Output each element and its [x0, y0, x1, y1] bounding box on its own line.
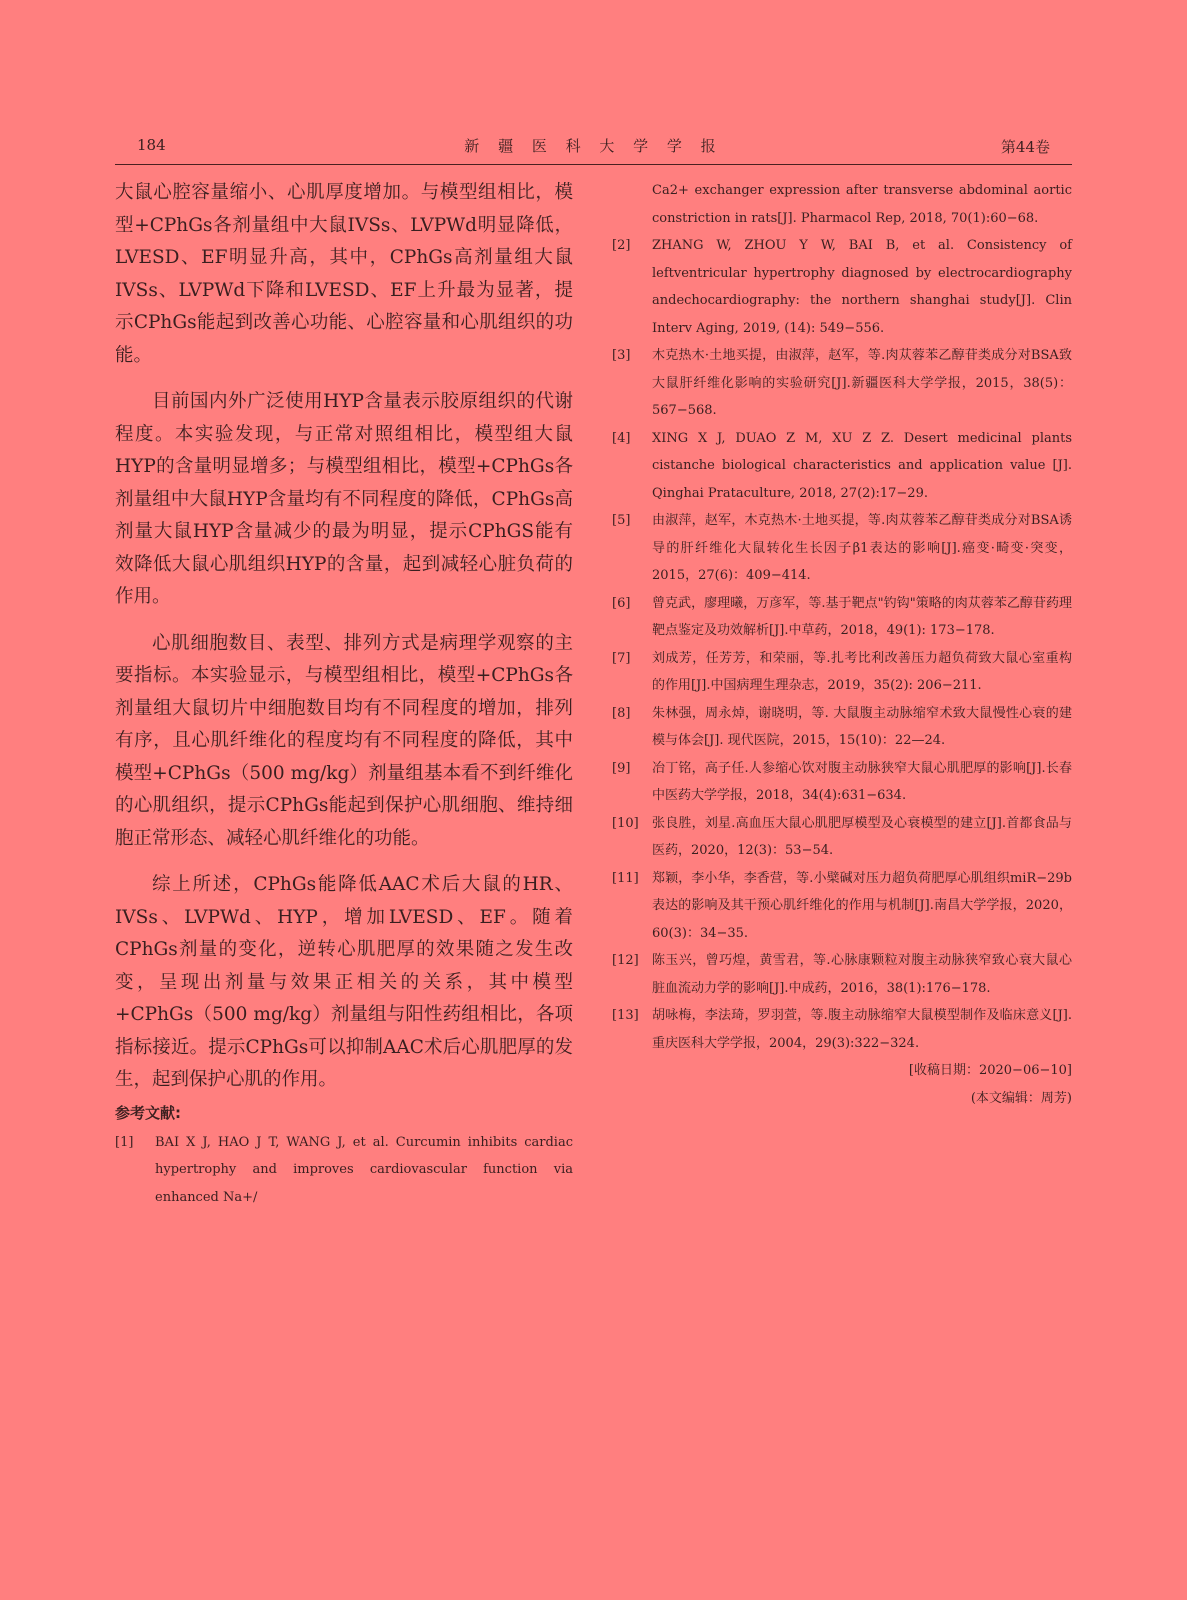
reference-continuation: Ca2+ exchanger expression after transverse abdominal aortic constriction in rats[J]. Pharmacol Rep, 2018, 70(1):60−68.: [652, 183, 1072, 226]
reference-item: [612, 947, 1072, 1002]
reference-number: [10]: [612, 815, 639, 831]
left-column: [115, 177, 573, 1211]
reference-text: BAI X J, HAO J T, WANG J, et al. Curcumin inhibits cardiac hypertrophy and improves cardiovascular function via enhanced Na+/: [155, 1134, 573, 1205]
reference-item: [612, 810, 1072, 865]
reference-text: 张良胜，刘星.高血压大鼠心肌肥厚模型及心衰模型的建立[J].首都食品与医药，2020，12(3)：53−54.: [652, 815, 1072, 858]
right-column: [612, 177, 1072, 1112]
reference-number: [11]: [612, 870, 639, 886]
reference-text: 曾克武，廖理曦，万彦军，等.基于靶点"钓钩"策略的肉苁蓉苯乙醇苷药理靶点鉴定及功效解析[J].中草药，2018，49(1): 173−178.: [652, 595, 1072, 638]
reference-text: 胡咏梅，李法琦，罗羽萱，等.腹主动脉缩窄大鼠模型制作及临床意义[J].重庆医科大学学报，2004，29(3):322−324.: [652, 1008, 1072, 1051]
received-date: [收稿日期：2020−06−10]: [908, 1063, 1072, 1078]
reference-text: 郑颖，李小华，李香营，等.小檗碱对压力超负荷肥厚心肌组织miR−29b表达的影响及其干预心肌纤维化的作用与机制[J].南昌大学学报，2020，60(3)：34−35.: [652, 870, 1072, 941]
reference-item: [612, 507, 1072, 590]
body-paragraph: 大鼠心腔容量缩小、心肌厚度增加。与模型组相比，模型+CPhGs各剂量组中大鼠IVSs、LVPWd明显降低，LVESD、EF明显升高，其中，CPhGs高剂量组大鼠IVSs、LVPWd下降和LVESD、EF上升最为显著，提示CPhGs能起到改善心功能、心腔容量和心肌组织的功能。: [115, 182, 573, 366]
running-header: [115, 130, 1072, 165]
reference-number: [6]: [612, 595, 631, 611]
volume-label: 第44卷: [1000, 138, 1050, 156]
reference-number: [1]: [115, 1134, 134, 1150]
reference-item: [612, 342, 1072, 425]
reference-item: [612, 700, 1072, 755]
references-title: 参考文献:: [115, 1103, 181, 1122]
reference-number: [13]: [612, 1008, 639, 1023]
reference-text: ZHANG W, ZHOU Y W, BAI B, et al. Consistency of leftventricular hypertrophy diagnosed by electrocardiography andechocardiography: the northern shanghai study[J]. Clin Interv Aging, 2019, (14): 549−556.: [652, 238, 1072, 336]
journal-name: 新 疆 医 科 大 学 学 报: [464, 137, 723, 155]
reference-number: [12]: [612, 953, 639, 968]
reference-number: [8]: [612, 705, 631, 721]
editor-note: (本文编辑：周芳): [970, 1090, 1072, 1106]
page-number: 184: [137, 136, 166, 154]
reference-item: [612, 755, 1072, 810]
reference-text: 冶丁铭，高子任.人参缩心饮对腹主动脉狭窄大鼠心肌肥厚的影响[J].长春中医药大学学报，2018，34(4):631−634.: [652, 760, 1072, 803]
body-paragraph: 综上所述，CPhGs能降低AAC术后大鼠的HR、IVSs、LVPWd、HYP，增加LVESD、EF。随着CPhGs剂量的变化，逆转心肌肥厚的效果随之发生改变，呈现出剂量与效果正相关的关系，其中模型+CPhGs（500 mg/kg）剂量组与阳性药组相比，各项指标接近。提示CPhGs可以抑制AAC术后心肌肥厚的发生，起到保护心肌的作用。: [115, 874, 573, 1090]
reference-item: [612, 590, 1072, 645]
reference-item: [612, 1002, 1072, 1057]
reference-text: 由淑萍，赵军，木克热木·土地买提，等.肉苁蓉苯乙醇苷类成分对BSA诱导的肝纤维化大鼠转化生长因子β1表达的影响[J].癌变·畸变·突变，2015，27(6)：409−414.: [652, 513, 1072, 583]
reference-number: [3]: [612, 348, 631, 363]
reference-item: [612, 425, 1072, 508]
reference-item: [612, 645, 1072, 700]
reference-item: [612, 232, 1072, 342]
reference-text: 陈玉兴，曾巧煌，黄雪君，等.心脉康颗粒对腹主动脉狭窄致心衰大鼠心脏血流动力学的影响[J].中成药，2016，38(1):176−178.: [652, 953, 1072, 996]
reference-number: [9]: [612, 760, 631, 776]
reference-text: 朱林强，周永焯，谢晓明，等. 大鼠腹主动脉缩窄术致大鼠慢性心衰的建模与体会[J]. 现代医院，2015，15(10)：22—24.: [652, 705, 1072, 748]
reference-item: [612, 865, 1072, 948]
reference-number: [7]: [612, 650, 631, 666]
reference-number: [4]: [612, 430, 631, 446]
body-paragraph: 目前国内外广泛使用HYP含量表示胶原组织的代谢程度。本实验发现，与正常对照组相比，模型组大鼠HYP的含量明显增多；与模型组相比，模型+CPhGs各剂量组中大鼠HYP含量均有不同程度的降低，CPhGs高剂量大鼠HYP含量减少的最为明显，提示CPhGS能有效降低大鼠心肌组织HYP的含量，起到减轻心脏负荷的作用。: [115, 391, 573, 607]
reference-item: [115, 1129, 573, 1212]
reference-number: [2]: [612, 238, 631, 253]
reference-text: XING X J, DUAO Z M, XU Z Z. Desert medicinal plants cistanche biological characteristics and application value [J]. Qinghai Prataculture, 2018, 27(2):17−29.: [652, 430, 1072, 501]
reference-text: 刘成芳，任芳芳，和荣丽，等.扎考比利改善压力超负荷致大鼠心室重构的作用[J].中国病理生理杂志，2019，35(2): 206−211.: [652, 650, 1072, 693]
body-paragraph: 心肌细胞数目、表型、排列方式是病理学观察的主要指标。本实验显示，与模型组相比，模型+CPhGs各剂量组大鼠切片中细胞数目均有不同程度的增加，排列有序，且心肌纤维化的程度均有不同程度的降低，其中模型+CPhGs（500 mg/kg）剂量组基本看不到纤维化的心肌组织，提示CPhGs能起到保护心肌细胞、维持细胞正常形态、减轻心肌纤维化的功能。: [115, 632, 573, 849]
reference-number: [5]: [612, 513, 631, 528]
reference-text: 木克热木·土地买提，由淑萍，赵军，等.肉苁蓉苯乙醇苷类成分对BSA致大鼠肝纤维化影响的实验研究[J].新疆医科大学学报，2015，38(5)：567−568.: [652, 348, 1072, 418]
